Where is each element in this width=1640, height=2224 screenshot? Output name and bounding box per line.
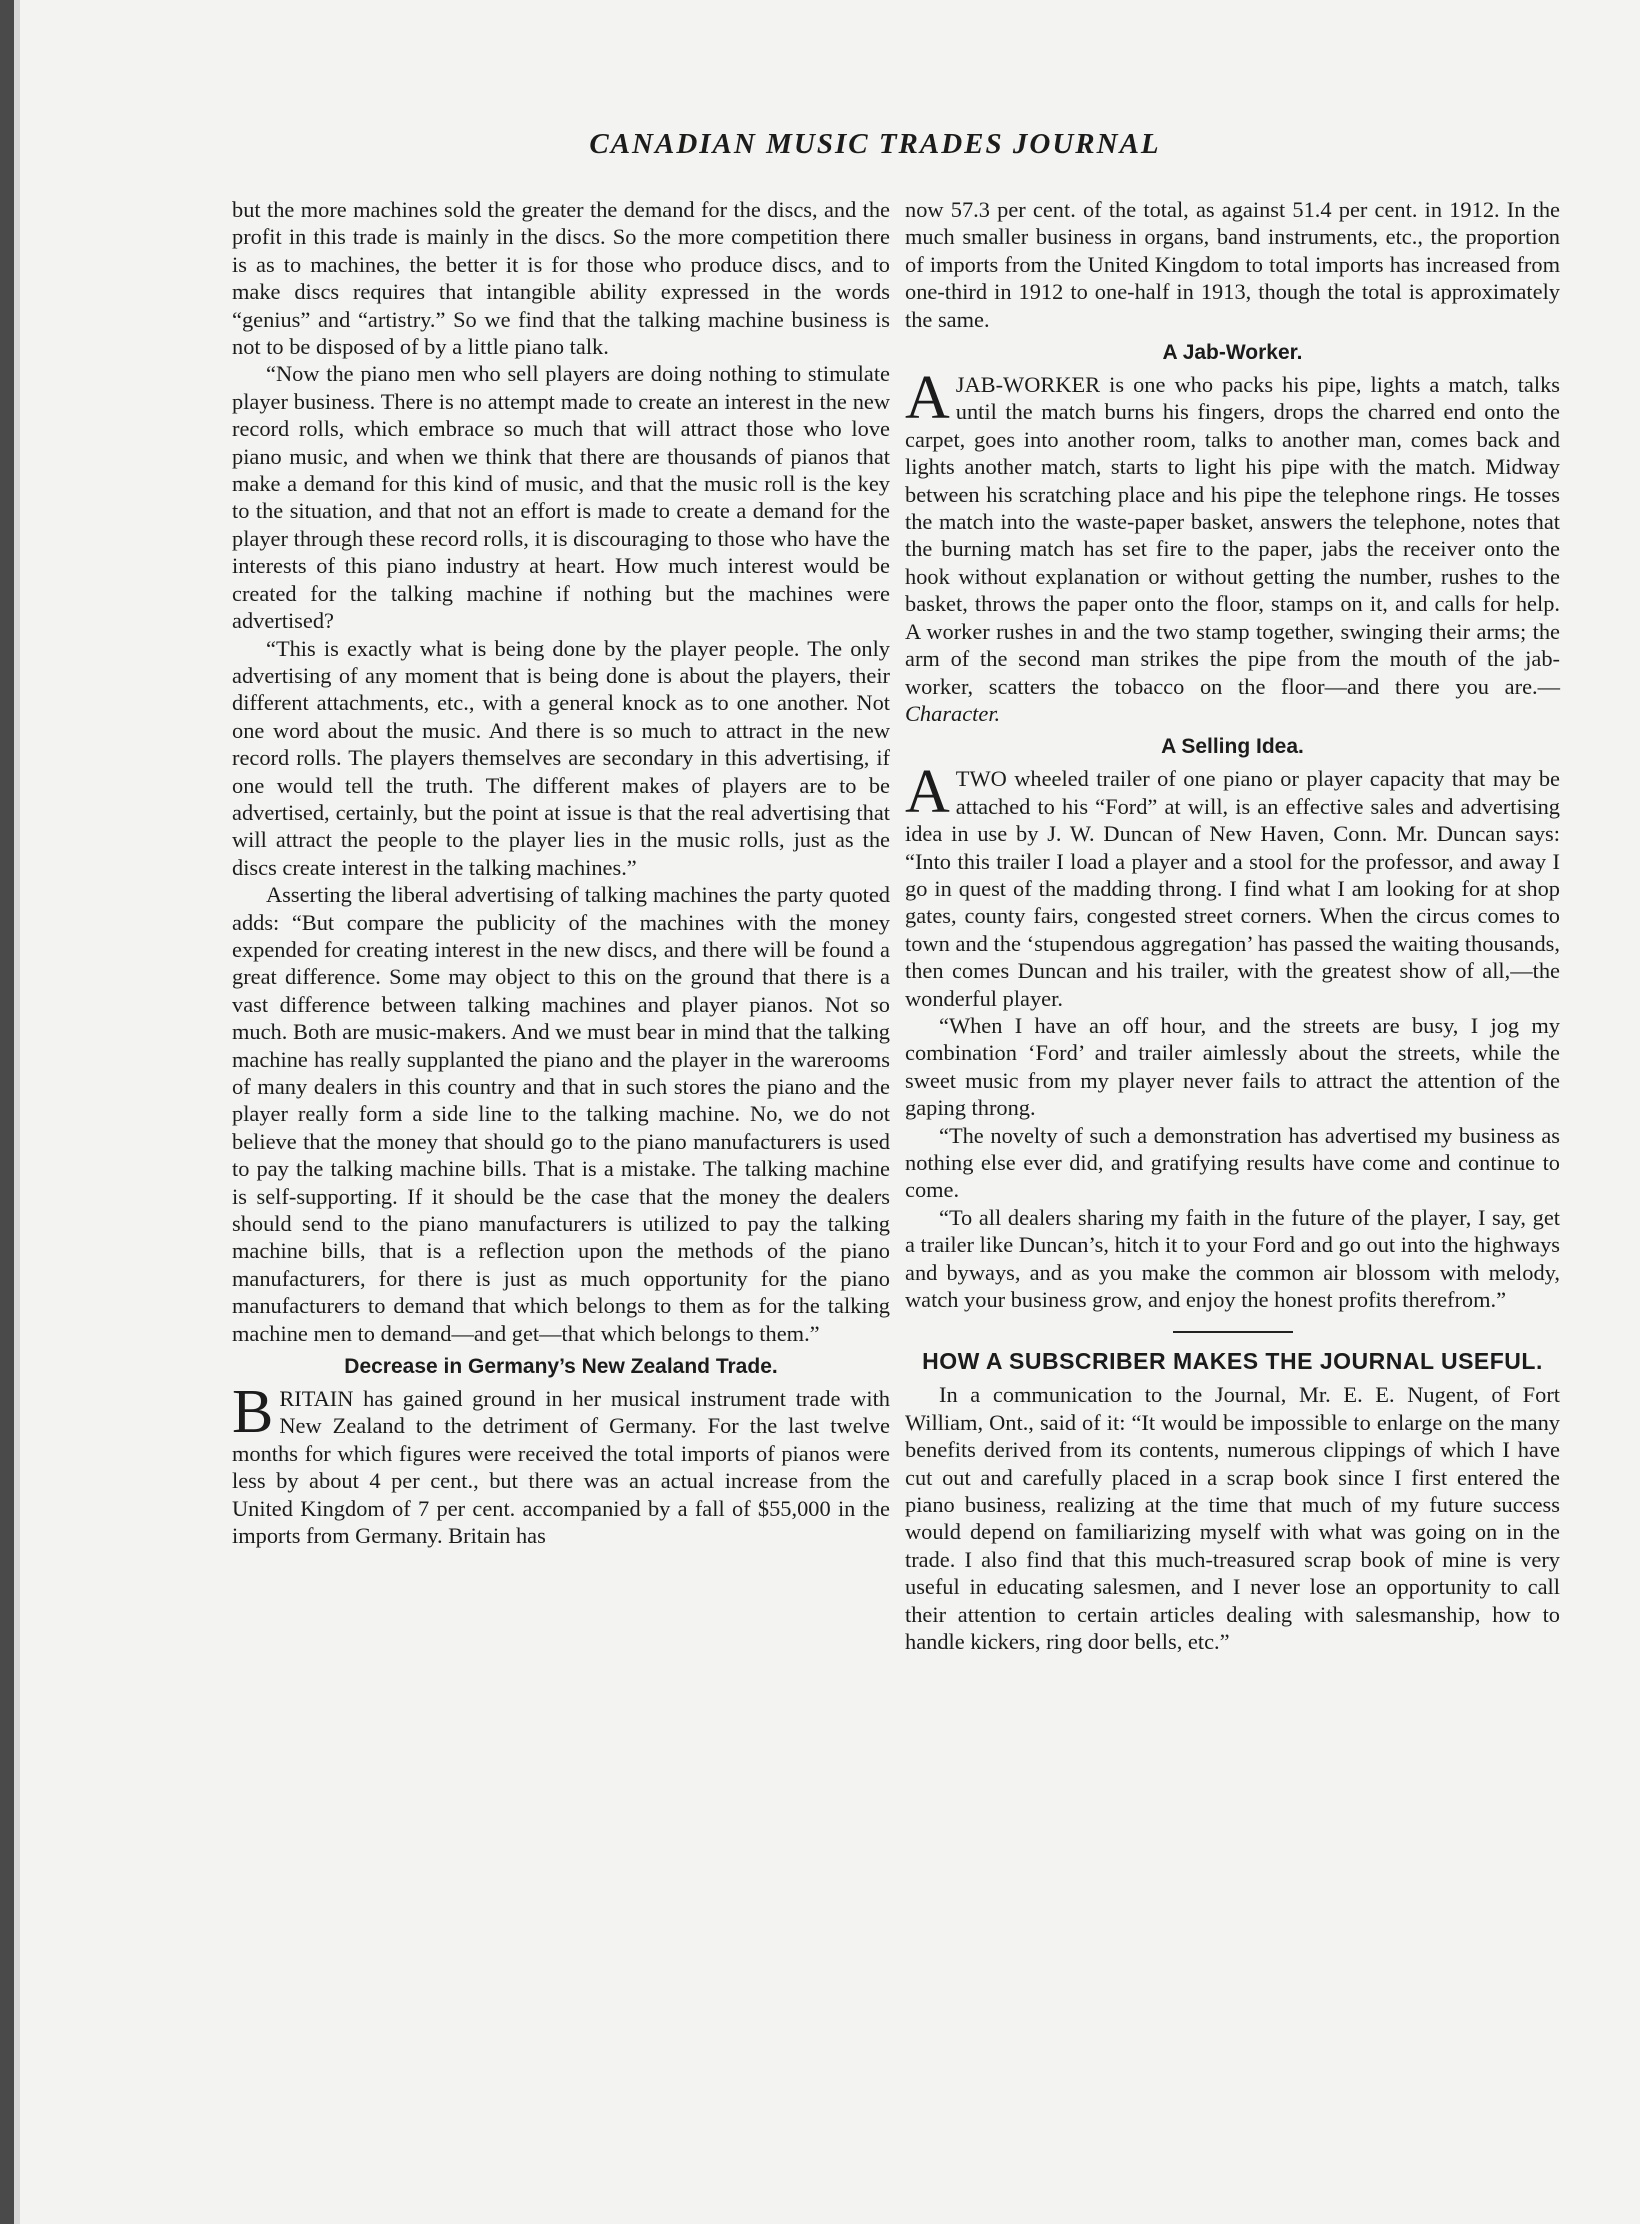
paragraph-britain [232,1378,890,1549]
byline-character: Character. [905,700,1001,726]
journal-page [20,0,1640,2224]
heading-selling-idea: A Selling Idea. [1161,735,1304,759]
right-column [905,196,1560,1656]
heading-subscriber: HOW A SUBSCRIBER MAKES THE JOURNAL USEFUL. [922,1348,1543,1375]
paragraph-off-hour: “When I have an off hour, and the streets are busy, I jog my combination ‘Ford’ and trailer aimlessly about the streets, while the sweet music from my player never fails to attract the attention of the gaping throng. [905,1012,1560,1121]
paragraph-novelty: “The novelty of such a demonstration has advertised my business as nothing else ever did, and gratifying results have come and continue to come. [905,1122,1560,1203]
paragraph-publicity: Asserting the liberal advertising of talking machines the party quoted adds: “But compare the publicity of the machines with the money expended for creating interest in the new discs, and there will be found a great difference. Some may object to this on the ground that there is a vast difference between talking machines and player pianos. Not so much. Both are music-makers. And we must bear in mind that the talking machine has really supplanted the piano and the player in the warerooms of many dealers in this country and that in such stores the piano and the player really form a side line to the talking machine. No, we do not believe that the money that should go to the piano manufacturers is used to pay the talking machine bills. That is a mistake. The talking machine is self-supporting. If it should be the case that the money the dealers should send to the piano manufacturers is utilized to pay the talking machine bills, that is a reflection upon the methods of the piano manufacturers, for there is just as much opportunity for the piano manufacturers to demand that which belongs to them as for the talking machine men to demand—and get—that which belongs to them.” [232,882,890,1346]
heading-jab-worker: A Jab-Worker. [1162,341,1303,365]
paragraph-player-business: “Now the piano men who sell players are doing nothing to stimulate player business. There is no attempt made to create an interest in the new record rolls, which embrace so much that will attract those who love piano music, and when we think that there are thousands of pianos that make a demand for this kind of music, and that the music roll is the key to the situation, and that not an effort is made to create a demand for the player through these record rolls, it is discouraging to those who have the interests of this piano industry at heart. How much interest would be created for the talking machine if nothing but the machines were advertised? [232,361,890,634]
paragraph-discs: but the more machines sold the greater the demand for the discs, and the profit in this trade is mainly in the discs. So the more competition there is as to machines, the better it is for those who produce discs, and to make discs requires that intangible ability expressed in the words “genius” and “artistry.” So we find that the talking machine business is not to be disposed of by a little piano talk. [232,197,890,360]
scan-edge-dark [0,0,14,2224]
paragraph-jab-worker-text: JAB-WORKER is one who packs his pipe, lights a match, talks until the match burns his fingers, drops the charred end onto the carpet, goes into another room, talks to another man, comes back and lights another match, starts to light his pipe with the match. Midway between his scratching place and his pipe the telephone rings. He tosses the match into the waste-paper basket, answers the telephone, notes that the burning match has set fire to the paper, jabs the receiver onto the hook without explanation or without getting the number, rushes to the basket, throws the paper onto the floor, stamps on it, and calls for help. A worker rushes in and the two stamp together, swinging their arms; the arm of the second man strikes the pipe from the mouth of the jab-worker, scatters the tobacco on the floor—and there you are.— [905,372,1560,699]
heading-germany-trade: Decrease in Germany’s New Zealand Trade. [344,1355,778,1379]
paragraph-britain-text: RITAIN has gained ground in her musical instrument trade with New Zealand to the detriment of Germany. For the last twelve months for which figures were received the total imports of pianos were less by about 4 per cent., but there was an actual increase from the United Kingdom of 7 per cent. accompanied by a fall of $55,000 in the imports from Germany. Britain has [232,1386,890,1549]
dropcap-b: B [232,1378,274,1447]
paragraph-trailer-text: TWO wheeled trailer of one piano or player capacity that may be attached to his “Ford” at will, is an effective sales and advertising idea in use by J. W. Duncan of New Haven, Conn. Mr. Duncan says: “Into this trailer I load a player and a stool for the professor, and away I go in quest of the madding throng. I find what I am looking for at shop gates, county fairs, congested street corners. When the circus comes to town and the ‘stupendous aggregation’ has passed the waiting thousands, then comes Duncan and his trailer, with the greatest show of all,—the wonderful player. [905,766,1560,1011]
paragraph-britain-continued: now 57.3 per cent. of the total, as against 51.4 per cent. in 1912. In the much smaller business in organs, band instruments, etc., the proportion of imports from the United Kingdom to total imports has increased from one-third in 1912 to one-half in 1913, though the total is approximately the same. [905,197,1560,332]
paragraph-player-people: “This is exactly what is being done by the player people. The only advertising of any moment that is being done is about the players, their different attachments, etc., with a general knock as to one another. Not one word about the music. And there is so much to attract in the new record rolls. The players themselves are secondary in this advertising, if one would tell the truth. The different makes of players are to be advertised, certainly, but the point at issue is that the real advertising that will attract the people to the player lies in the music rolls, just as the discs create interest in the talking machines.” [232,635,890,880]
running-header: CANADIAN MUSIC TRADES JOURNAL [589,128,1161,160]
paragraph-subscriber: In a communication to the Journal, Mr. E. E. Nugent, of Fort William, Ont., said of it: “It would be impossible to enlarge on the many benefits derived from its contents, numerous clippings of which I have cut out and carefully placed in a scrap book since I first entered the piano business, realizing at the time that much of my future success would depend on familiarizing myself with what was going on in the trade. I also find that this much-treasured scrap book of mine is very useful in educating salesmen, and I never lose an opportunity to call their attention to certain articles dealing with salesmanship, how to handle kickers, ring door bells, etc.” [905,1382,1560,1655]
paragraph-all-dealers: “To all dealers sharing my faith in the future of the player, I say, get a trailer like Duncan’s, hitch it to your Ford and go out into the highways and byways, and as you make the common air blossom with melody, watch your business grow, and enjoy the honest profits therefrom.” [905,1204,1560,1313]
section-divider [1173,1331,1293,1333]
dropcap-a-jab: A [905,364,950,433]
dropcap-a-selling: A [905,758,950,827]
paragraph-jab-worker [905,364,1560,727]
left-column [232,196,890,1550]
paragraph-trailer [905,758,1560,1012]
